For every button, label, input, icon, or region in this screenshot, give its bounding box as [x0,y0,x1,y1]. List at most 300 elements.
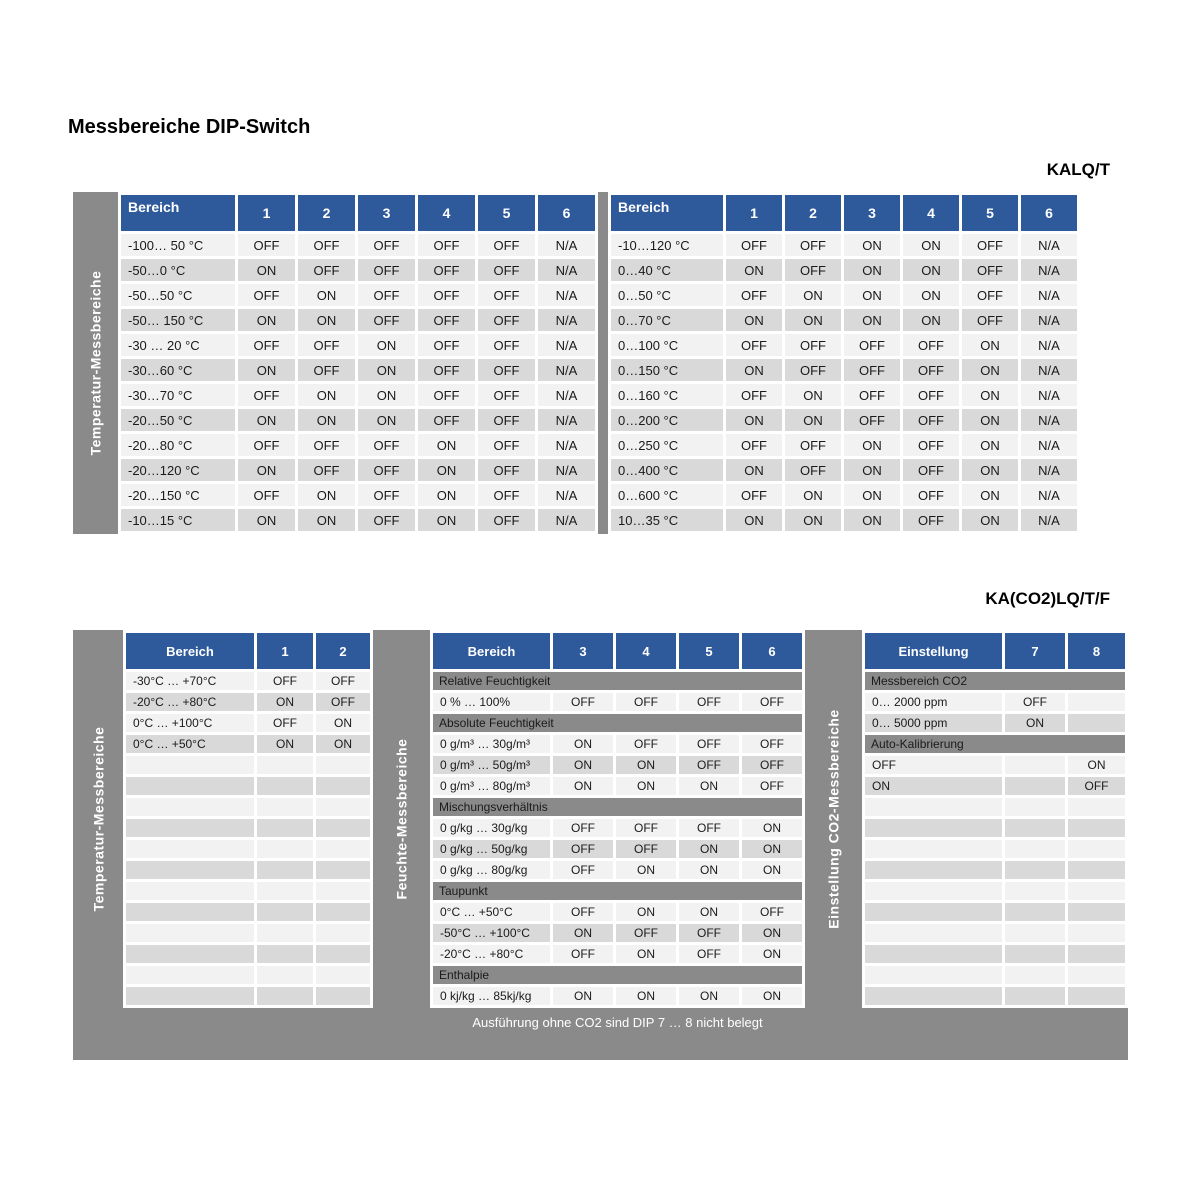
switch-cell: OFF [785,434,841,456]
range-cell: 0°C … +50°C [126,735,254,753]
switch-cell: ON [726,309,782,331]
range-cell: 0 g/m³ … 30g/m³ [433,735,550,753]
switch-cell: OFF [238,284,295,306]
switch-cell: N/A [1021,509,1077,531]
switch-cell: ON [903,259,959,281]
switch-cell: ON [844,234,900,256]
switch-cell [1068,693,1125,711]
switch-cell [257,819,313,837]
switch-cell: ON [903,309,959,331]
column-header: 6 [742,633,802,669]
switch-cell: OFF [298,434,355,456]
switch-cell: ON [726,509,782,531]
section-title: Auto-Kalibrierung [865,735,1125,753]
section-header-row [433,798,802,816]
switch-cell: ON [358,359,415,381]
switch-cell: OFF [478,309,535,331]
switch-cell: ON [844,259,900,281]
switch-cell: OFF [903,409,959,431]
range-cell: -30…70 °C [121,384,235,406]
table-row [121,384,595,406]
table-row [865,819,1125,837]
table-row [433,819,802,837]
table-row [611,334,1077,356]
range-cell [865,987,1002,1005]
switch-cell: ON [679,777,739,795]
range-cell [126,798,254,816]
switch-cell: OFF [726,234,782,256]
switch-cell: OFF [742,735,802,753]
switch-cell: ON [785,484,841,506]
switch-cell: OFF [358,484,415,506]
switch-cell [1068,840,1125,858]
range-cell: 0… 5000 ppm [865,714,1002,732]
table-row [865,714,1125,732]
switch-cell: OFF [616,840,676,858]
switch-cell: N/A [538,309,595,331]
table-row [433,924,802,942]
switch-cell: OFF [478,434,535,456]
table-row [865,987,1125,1005]
switch-cell: OFF [962,309,1018,331]
column-header: 8 [1068,633,1125,669]
switch-cell: ON [553,735,613,753]
column-header: Bereich [126,633,254,669]
switch-cell: N/A [538,384,595,406]
switch-cell [1005,945,1065,963]
side-bar-label: Temperatur-Messbereiche [87,270,104,456]
switch-cell: ON [962,509,1018,531]
section-title: Enthalpie [433,966,802,984]
switch-cell: ON [742,819,802,837]
switch-cell: ON [238,259,295,281]
switch-cell [1068,861,1125,879]
table-row [865,756,1125,774]
switch-cell: ON [298,409,355,431]
switch-cell: OFF [478,384,535,406]
table-row [126,672,370,690]
switch-cell: ON [962,484,1018,506]
range-cell: -30…60 °C [121,359,235,381]
range-cell: 0 g/m³ … 80g/m³ [433,777,550,795]
switch-cell: ON [844,284,900,306]
switch-cell: OFF [679,924,739,942]
range-cell: -10…120 °C [611,234,723,256]
range-cell [865,903,1002,921]
switch-cell [316,777,370,795]
switch-cell: OFF [844,359,900,381]
table-row [611,259,1077,281]
switch-cell: ON [962,434,1018,456]
table-row [433,777,802,795]
table-row [433,987,802,1005]
switch-cell: OFF [616,693,676,711]
switch-cell: ON [298,309,355,331]
section-header-row [433,966,802,984]
table-row [611,359,1077,381]
switch-cell: OFF [257,672,313,690]
switch-cell: OFF [742,693,802,711]
switch-cell [316,756,370,774]
switch-cell: N/A [1021,334,1077,356]
column-header: 2 [316,633,370,669]
range-cell: 0…600 °C [611,484,723,506]
switch-cell [1005,798,1065,816]
switch-cell: OFF [726,434,782,456]
switch-cell [257,924,313,942]
switch-cell: ON [726,259,782,281]
table-row [126,819,370,837]
switch-cell: OFF [418,284,475,306]
table-row [611,509,1077,531]
table-row [126,861,370,879]
range-cell: 0…40 °C [611,259,723,281]
range-cell: -20°C … +80°C [433,945,550,963]
switch-cell: ON [742,840,802,858]
column-header: Einstellung [865,633,1002,669]
range-cell: 0…150 °C [611,359,723,381]
switch-cell: ON [616,987,676,1005]
table-row [126,714,370,732]
column-header: 3 [358,195,415,231]
switch-cell: OFF [358,309,415,331]
switch-cell [1005,840,1065,858]
switch-cell: ON [298,484,355,506]
table-row [611,434,1077,456]
switch-cell: ON [785,509,841,531]
table-row [121,359,595,381]
range-cell: -20…150 °C [121,484,235,506]
range-cell: 0°C … +50°C [433,903,550,921]
switch-cell: ON [238,309,295,331]
switch-cell: OFF [418,409,475,431]
column-header: 7 [1005,633,1065,669]
table-row [126,735,370,753]
range-cell [126,966,254,984]
switch-cell [1068,924,1125,942]
switch-cell: ON [298,284,355,306]
table-row [126,777,370,795]
switch-cell: ON [616,945,676,963]
section-title: Relative Feuchtigkeit [433,672,802,690]
range-cell [126,903,254,921]
column-header: 4 [616,633,676,669]
switch-cell: OFF [679,819,739,837]
switch-cell [316,987,370,1005]
table-row [121,334,595,356]
switch-cell [257,966,313,984]
switch-cell [1005,987,1065,1005]
range-cell: -30 … 20 °C [121,334,235,356]
switch-cell: N/A [1021,359,1077,381]
column-header: Bereich [121,195,235,231]
header-row [121,195,595,231]
switch-cell: ON [962,384,1018,406]
table-row [121,434,595,456]
range-cell: 0…250 °C [611,434,723,456]
table-row [121,509,595,531]
switch-cell: ON [553,924,613,942]
table-row [865,966,1125,984]
switch-cell: OFF [679,735,739,753]
switch-cell: N/A [538,234,595,256]
range-cell: 0…160 °C [611,384,723,406]
table-row [865,861,1125,879]
table-row [433,861,802,879]
column-header: 2 [298,195,355,231]
switch-cell: OFF [418,359,475,381]
switch-cell [1068,966,1125,984]
side-label-humidity: Feuchte-Messbereiche [393,738,410,900]
header-row [433,633,802,669]
switch-cell: OFF [316,672,370,690]
switch-cell: ON [844,309,900,331]
table-row [611,234,1077,256]
table-row [611,309,1077,331]
range-cell: 0… 2000 ppm [865,693,1002,711]
table-row [611,284,1077,306]
range-cell [126,819,254,837]
table-row [126,693,370,711]
switch-cell: OFF [903,484,959,506]
side-label-temperature: Temperatur-Messbereiche [90,726,106,912]
switch-cell [257,798,313,816]
table-row [865,798,1125,816]
table-row [433,840,802,858]
switch-cell: N/A [538,334,595,356]
switch-cell: N/A [1021,259,1077,281]
table-row [865,924,1125,942]
switch-cell: ON [962,459,1018,481]
switch-cell: OFF [238,484,295,506]
table-row [126,882,370,900]
switch-cell: OFF [553,861,613,879]
kalqt-dip-table-left [118,192,598,534]
table-row [865,693,1125,711]
table-row [126,798,370,816]
range-cell [126,861,254,879]
switch-cell: ON [257,735,313,753]
switch-cell: ON [358,409,415,431]
range-cell [126,924,254,942]
switch-cell [316,945,370,963]
switch-cell: ON [418,459,475,481]
co2-settings-label-col [805,630,862,1008]
range-cell: -50°C … +100°C [433,924,550,942]
range-cell: 0 g/kg … 50g/kg [433,840,550,858]
table-row [611,459,1077,481]
header-row [865,633,1125,669]
switch-cell: OFF [742,777,802,795]
switch-cell: OFF [478,484,535,506]
switch-cell: ON [742,987,802,1005]
switch-cell: OFF [726,384,782,406]
switch-cell: ON [616,903,676,921]
switch-cell [1005,903,1065,921]
switch-cell [257,903,313,921]
range-cell: OFF [865,756,1002,774]
table-row [433,903,802,921]
column-header: 4 [903,195,959,231]
range-cell: 0 g/kg … 30g/kg [433,819,550,837]
switch-cell [316,903,370,921]
section-header-row [433,882,802,900]
switch-cell: OFF [298,234,355,256]
switch-cell [1068,945,1125,963]
switch-cell: ON [616,777,676,795]
range-cell: 0 % … 100% [433,693,550,711]
switch-cell: OFF [844,409,900,431]
section-header-row [865,735,1125,753]
switch-cell: ON [962,334,1018,356]
switch-cell: ON [1005,714,1065,732]
switch-cell: OFF [679,945,739,963]
section-title: Taupunkt [433,882,802,900]
switch-cell: OFF [358,509,415,531]
switch-cell [257,756,313,774]
switch-cell: OFF [844,334,900,356]
switch-cell: OFF [679,756,739,774]
section-header-row [433,672,802,690]
column-header: 1 [238,195,295,231]
switch-cell: OFF [358,234,415,256]
range-cell: -20…50 °C [121,409,235,431]
switch-cell: OFF [785,234,841,256]
switch-cell [316,861,370,879]
switch-cell [257,777,313,795]
range-cell: 0°C … +100°C [126,714,254,732]
column-header: 3 [553,633,613,669]
switch-cell: OFF [903,334,959,356]
header-row [126,633,370,669]
switch-cell: OFF [742,903,802,921]
kaco2-humidity-table [430,630,805,1008]
switch-cell: N/A [1021,284,1077,306]
switch-cell: OFF [358,459,415,481]
table-row [126,945,370,963]
range-cell [865,924,1002,942]
column-header: Bereich [611,195,723,231]
column-header: 5 [478,195,535,231]
kalqt-section [73,192,1080,534]
table-row [126,924,370,942]
table-row [865,945,1125,963]
switch-cell: N/A [538,509,595,531]
switch-cell: N/A [538,484,595,506]
table-row [126,756,370,774]
switch-cell: OFF [903,359,959,381]
column-header: 6 [538,195,595,231]
switch-cell: N/A [1021,234,1077,256]
switch-cell: ON [844,459,900,481]
range-cell: -10…15 °C [121,509,235,531]
switch-cell [257,945,313,963]
switch-cell [316,798,370,816]
switch-cell: N/A [1021,459,1077,481]
switch-cell: ON [238,509,295,531]
temperature-ranges-label-col [73,630,123,1008]
switch-cell: OFF [478,334,535,356]
switch-cell: OFF [478,234,535,256]
range-cell [126,882,254,900]
range-cell [126,777,254,795]
switch-cell: ON [298,384,355,406]
switch-cell: OFF [553,819,613,837]
switch-cell [1068,882,1125,900]
switch-cell: OFF [238,434,295,456]
switch-cell: ON [298,509,355,531]
switch-cell: OFF [726,284,782,306]
switch-cell: OFF [418,309,475,331]
switch-cell: OFF [616,924,676,942]
switch-cell: OFF [298,459,355,481]
switch-cell: ON [358,334,415,356]
column-header: 1 [257,633,313,669]
table-row [126,966,370,984]
range-cell: 0 g/m³ … 50g/m³ [433,756,550,774]
range-cell [126,945,254,963]
switch-cell: OFF [1005,693,1065,711]
switch-cell: OFF [238,334,295,356]
range-cell [126,840,254,858]
switch-cell: N/A [538,359,595,381]
switch-cell [316,966,370,984]
model-label-kalqt: KALQ/T [1046,160,1110,179]
range-cell [865,798,1002,816]
switch-cell: OFF [785,459,841,481]
switch-cell: ON [418,434,475,456]
switch-cell: ON [726,359,782,381]
switch-cell: OFF [903,459,959,481]
switch-cell: OFF [903,434,959,456]
switch-cell: N/A [1021,309,1077,331]
range-cell: -50…50 °C [121,284,235,306]
switch-cell: OFF [418,384,475,406]
table-row [433,756,802,774]
switch-cell: OFF [553,903,613,921]
switch-cell: ON [679,903,739,921]
table-row [611,384,1077,406]
column-header: 4 [418,195,475,231]
switch-cell [1005,882,1065,900]
switch-cell: ON [238,359,295,381]
column-header: 5 [962,195,1018,231]
switch-cell: OFF [553,840,613,858]
switch-cell: OFF [298,259,355,281]
switch-cell: ON [844,509,900,531]
switch-cell: ON [616,861,676,879]
switch-cell: N/A [538,459,595,481]
switch-cell: ON [903,284,959,306]
table-row [121,259,595,281]
range-cell [865,861,1002,879]
switch-cell: OFF [553,693,613,711]
side-label-co2: Einstellung CO2-Messbereiche [825,709,842,929]
model-label-kaco2: KA(CO2)LQ/T/F [985,589,1110,608]
switch-cell [257,987,313,1005]
switch-cell: ON [1068,756,1125,774]
range-cell: -50…0 °C [121,259,235,281]
switch-cell: ON [785,309,841,331]
table-row [865,777,1125,795]
switch-cell [1005,777,1065,795]
switch-cell: ON [418,509,475,531]
section-title: Messbereich CO2 [865,672,1125,690]
table-row [126,987,370,1005]
switch-cell: ON [553,777,613,795]
switch-cell: ON [785,409,841,431]
column-header: 1 [726,195,782,231]
